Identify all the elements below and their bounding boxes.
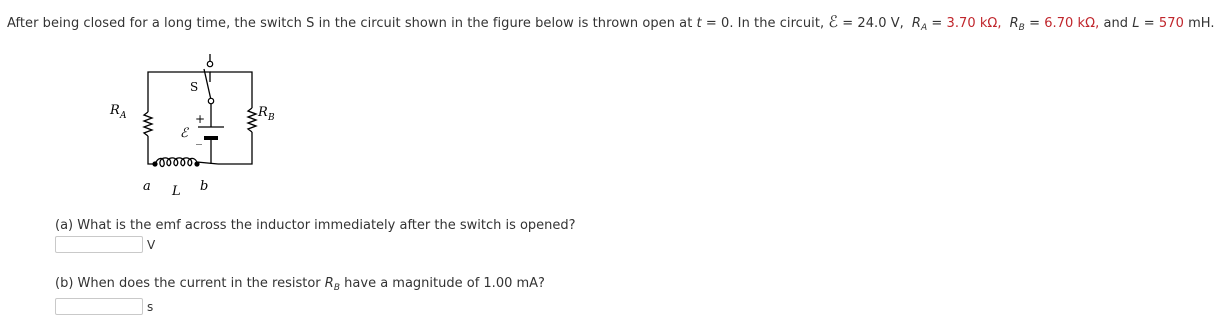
switch-contact-top — [207, 61, 212, 66]
node-a-dot — [152, 161, 157, 166]
part-a-answer-input[interactable] — [55, 236, 143, 253]
node-b-label: b — [200, 179, 209, 194]
resistor-ra — [144, 112, 152, 136]
plus-label: + — [195, 112, 206, 126]
l-unit: mH. — [1188, 16, 1215, 31]
part-b-text-1: (b) When does the current in the resistor — [55, 276, 321, 291]
l-value: 570 — [1158, 16, 1184, 31]
part-b-answer-input[interactable] — [55, 298, 143, 315]
problem-statement — [7, 12, 1215, 33]
problem-text-1: After being closed for a long time, the switch S in the circuit shown in the figure below is thrown open at — [7, 16, 693, 31]
emf-label: ℰ — [180, 126, 188, 141]
circuit-diagram — [100, 44, 300, 204]
switch-contact-bottom — [208, 98, 213, 103]
part-a-question: (a) What is the emf across the inductor immediately after the switch is opened? — [55, 218, 576, 233]
wire-top-left — [148, 72, 210, 112]
inductor-coil — [155, 158, 218, 167]
ra-subscript: A — [920, 23, 928, 33]
part-b-rb-subscript: B — [333, 283, 341, 293]
resistor-rb — [248, 108, 256, 132]
wire-right-down — [218, 132, 252, 164]
problem-text-2: = 0. In the circuit, — [705, 16, 825, 31]
part-b-question — [55, 276, 545, 293]
rb-label-sub: B — [268, 113, 275, 123]
node-a-label: a — [143, 179, 151, 194]
part-b-text-2: have a magnitude of 1.00 mA? — [344, 276, 545, 291]
part-a-answer-row — [55, 236, 155, 253]
rb-variable: R — [1009, 16, 1019, 31]
inductor-label: L — [172, 184, 181, 199]
rb-label: R — [258, 105, 268, 120]
problem-text-7: = — [1143, 16, 1155, 31]
ra-value: 3.70 kΩ, — [946, 16, 1002, 31]
ra-label-sub: A — [120, 111, 127, 121]
wire-top-right — [210, 72, 252, 108]
rb-subscript: B — [1018, 23, 1025, 33]
t-variable: t — [696, 16, 702, 31]
ra-label: R — [110, 103, 120, 118]
part-b-answer-row — [55, 298, 153, 315]
rb-value: 6.70 kΩ, — [1044, 16, 1100, 31]
l-variable: L — [1132, 16, 1140, 31]
part-b-unit: s — [147, 299, 154, 314]
switch-label: S — [190, 80, 199, 94]
wire-left-down — [148, 136, 155, 164]
minus-label: _ — [196, 131, 202, 145]
problem-text-3: = 24.0 V, — [842, 16, 904, 31]
problem-text-4: = — [931, 16, 943, 31]
part-b-rb-variable: R — [324, 276, 334, 291]
ra-variable: R — [911, 16, 921, 31]
node-b-dot — [194, 161, 199, 166]
part-a-unit: V — [147, 237, 156, 252]
problem-text-6: and — [1103, 16, 1129, 31]
problem-text-5: = — [1029, 16, 1041, 31]
emf-symbol: ℰ — [828, 12, 839, 31]
